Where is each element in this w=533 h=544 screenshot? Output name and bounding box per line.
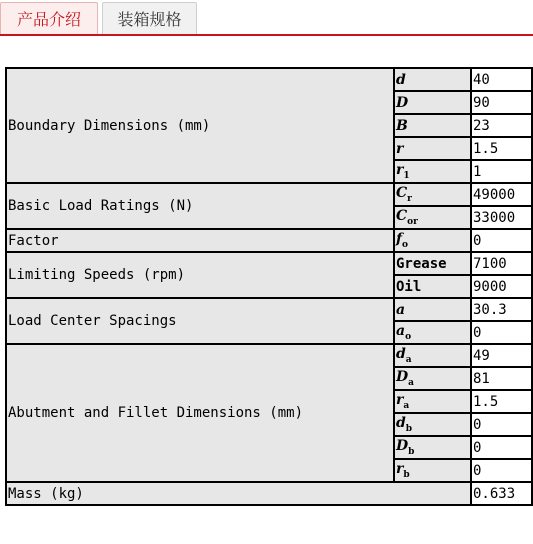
tab-packing-spec[interactable]: 装箱规格 — [102, 2, 197, 34]
group-label-boundary: Boundary Dimensions (mm) — [6, 68, 394, 183]
symbol-cell: $C_r$ — [394, 183, 471, 206]
table-row — [6, 482, 532, 505]
table-row — [6, 344, 532, 367]
value-cell: 1.5 — [471, 137, 532, 160]
tab-bar — [0, 0, 533, 37]
table-row — [6, 183, 532, 206]
symbol-cell: $d_b$ — [394, 413, 471, 436]
symbol-cell: $r_b$ — [394, 459, 471, 482]
group-label-mass: Mass (kg) — [6, 482, 471, 505]
symbol-cell: a — [394, 298, 471, 321]
value-cell: 0.633 — [471, 482, 532, 505]
symbol-cell: B — [394, 114, 471, 137]
tab-underline — [0, 34, 533, 36]
value-cell: 49 — [471, 344, 532, 367]
value-cell: 40 — [471, 68, 532, 91]
symbol-cell: $r_a$ — [394, 390, 471, 413]
symbol-cell: $r_1$ — [394, 160, 471, 183]
table-row — [6, 229, 532, 252]
value-cell: 1 — [471, 160, 532, 183]
table-row — [6, 252, 532, 275]
symbol-cell: Oil — [394, 275, 471, 298]
value-cell: 81 — [471, 367, 532, 390]
value-cell: 0 — [471, 459, 532, 482]
symbol-cell: r — [394, 137, 471, 160]
table-row — [6, 298, 532, 321]
tab-product-intro[interactable]: 产品介绍 — [0, 2, 98, 34]
watermark: shop1348620596...com.alibaba — [286, 519, 477, 533]
symbol-cell: d — [394, 68, 471, 91]
value-cell: 90 — [471, 91, 532, 114]
symbol-cell: D — [394, 91, 471, 114]
symbol-cell: Grease — [394, 252, 471, 275]
group-label-speeds: Limiting Speeds (rpm) — [6, 252, 394, 298]
value-cell: 0 — [471, 413, 532, 436]
value-cell: 9000 — [471, 275, 532, 298]
group-label-spacing: Load Center Spacings — [6, 298, 394, 344]
symbol-cell: $a_o$ — [394, 321, 471, 344]
value-cell: 7100 — [471, 252, 532, 275]
table-row — [6, 68, 532, 91]
symbol-cell: $d_a$ — [394, 344, 471, 367]
value-cell: 0 — [471, 321, 532, 344]
value-cell: 30.3 — [471, 298, 532, 321]
symbol-cell: $D_a$ — [394, 367, 471, 390]
group-label-factor: Factor — [6, 229, 394, 252]
value-cell: 0 — [471, 229, 532, 252]
symbol-cell: $C_{or}$ — [394, 206, 471, 229]
value-cell: 33000 — [471, 206, 532, 229]
symbol-cell: $f_o$ — [394, 229, 471, 252]
value-cell: 49000 — [471, 183, 532, 206]
spec-table — [5, 67, 533, 506]
symbol-cell: $D_b$ — [394, 436, 471, 459]
value-cell: 1.5 — [471, 390, 532, 413]
group-label-abutment: Abutment and Fillet Dimensions (mm) — [6, 344, 394, 482]
group-label-load: Basic Load Ratings (N) — [6, 183, 394, 229]
value-cell: 23 — [471, 114, 532, 137]
value-cell: 0 — [471, 436, 532, 459]
